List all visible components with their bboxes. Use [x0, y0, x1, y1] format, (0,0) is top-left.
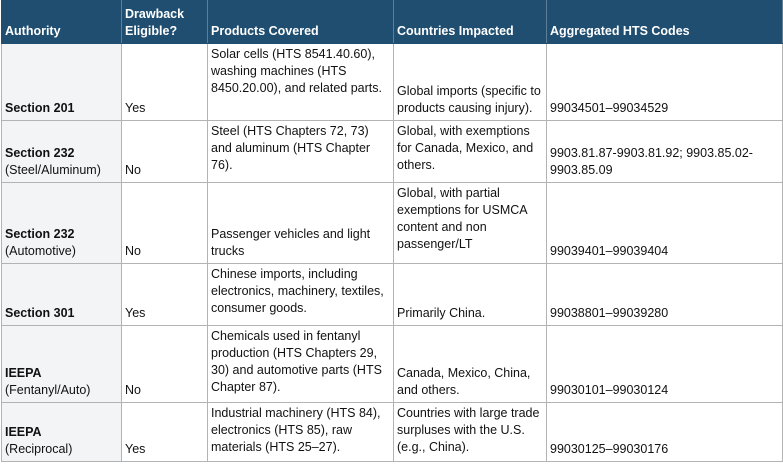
authority-name: Section 232	[5, 227, 75, 241]
authority-subtitle: (Reciprocal)	[5, 442, 73, 456]
column-header-hts-codes: Aggregated HTS Codes	[547, 1, 783, 44]
authority-name: IEEPA	[5, 425, 42, 439]
authority-name: Section 301	[5, 306, 75, 320]
drawback-cell: Yes	[122, 264, 208, 326]
products-cell: Chemicals used in fentanyl production (HTS Chapters 29, 30) and automotive parts (HTS Chapter 87).	[208, 326, 394, 403]
table-row	[2, 326, 783, 403]
hts-codes-cell: 99038801–99039280	[547, 264, 783, 326]
tariff-authority-table	[1, 0, 783, 462]
column-header-authority: Authority	[2, 1, 122, 44]
table-row	[2, 44, 783, 121]
authority-cell	[2, 183, 122, 264]
column-header-products: Products Covered	[208, 1, 394, 44]
table-row	[2, 121, 783, 183]
drawback-cell: Yes	[122, 403, 208, 462]
authority-cell	[2, 121, 122, 183]
hts-codes-cell: 9903.81.87-9903.81.92; 9903.85.02-9903.85.09	[547, 121, 783, 183]
products-cell: Industrial machinery (HTS 84), electronics (HTS 85), raw materials (HTS 25–27).	[208, 403, 394, 462]
table-row	[2, 403, 783, 462]
authority-subtitle: (Automotive)	[5, 244, 76, 258]
authority-subtitle: (Fentanyl/Auto)	[5, 383, 91, 397]
drawback-cell: No	[122, 326, 208, 403]
authority-name: Section 232	[5, 146, 75, 160]
column-header-countries: Countries Impacted	[394, 1, 547, 44]
countries-cell: Global, with exemptions for Canada, Mexico, and others.	[394, 121, 547, 183]
drawback-cell: No	[122, 121, 208, 183]
drawback-cell: Yes	[122, 44, 208, 121]
hts-codes-cell: 99030125–99030176	[547, 403, 783, 462]
authority-cell	[2, 403, 122, 462]
table-row	[2, 264, 783, 326]
authority-cell	[2, 264, 122, 326]
hts-codes-cell: 99030101–99030124	[547, 326, 783, 403]
authority-name: Section 201	[5, 101, 75, 115]
countries-cell: Canada, Mexico, China, and others.	[394, 326, 547, 403]
column-header-drawback: Drawback Eligible?	[122, 1, 208, 44]
authority-subtitle: (Steel/Aluminum)	[5, 163, 101, 177]
products-cell: Steel (HTS Chapters 72, 73) and aluminum (HTS Chapter 76).	[208, 121, 394, 183]
products-cell: Passenger vehicles and light trucks	[208, 183, 394, 264]
countries-cell: Primarily China.	[394, 264, 547, 326]
table-row	[2, 183, 783, 264]
authority-name: IEEPA	[5, 366, 42, 380]
countries-cell: Global imports (specific to products causing injury).	[394, 44, 547, 121]
authority-cell	[2, 326, 122, 403]
products-cell: Chinese imports, including electronics, machinery, textiles, consumer goods.	[208, 264, 394, 326]
hts-codes-cell: 99034501–99034529	[547, 44, 783, 121]
authority-cell	[2, 44, 122, 121]
table-header-row	[2, 1, 783, 44]
countries-cell: Global, with partial exemptions for USMCA content and non passenger/LT	[394, 183, 547, 264]
hts-codes-cell: 99039401–99039404	[547, 183, 783, 264]
products-cell: Solar cells (HTS 8541.40.60), washing machines (HTS 8450.20.00), and related parts.	[208, 44, 394, 121]
countries-cell: Countries with large trade surpluses with the U.S. (e.g., China).	[394, 403, 547, 462]
drawback-cell: No	[122, 183, 208, 264]
